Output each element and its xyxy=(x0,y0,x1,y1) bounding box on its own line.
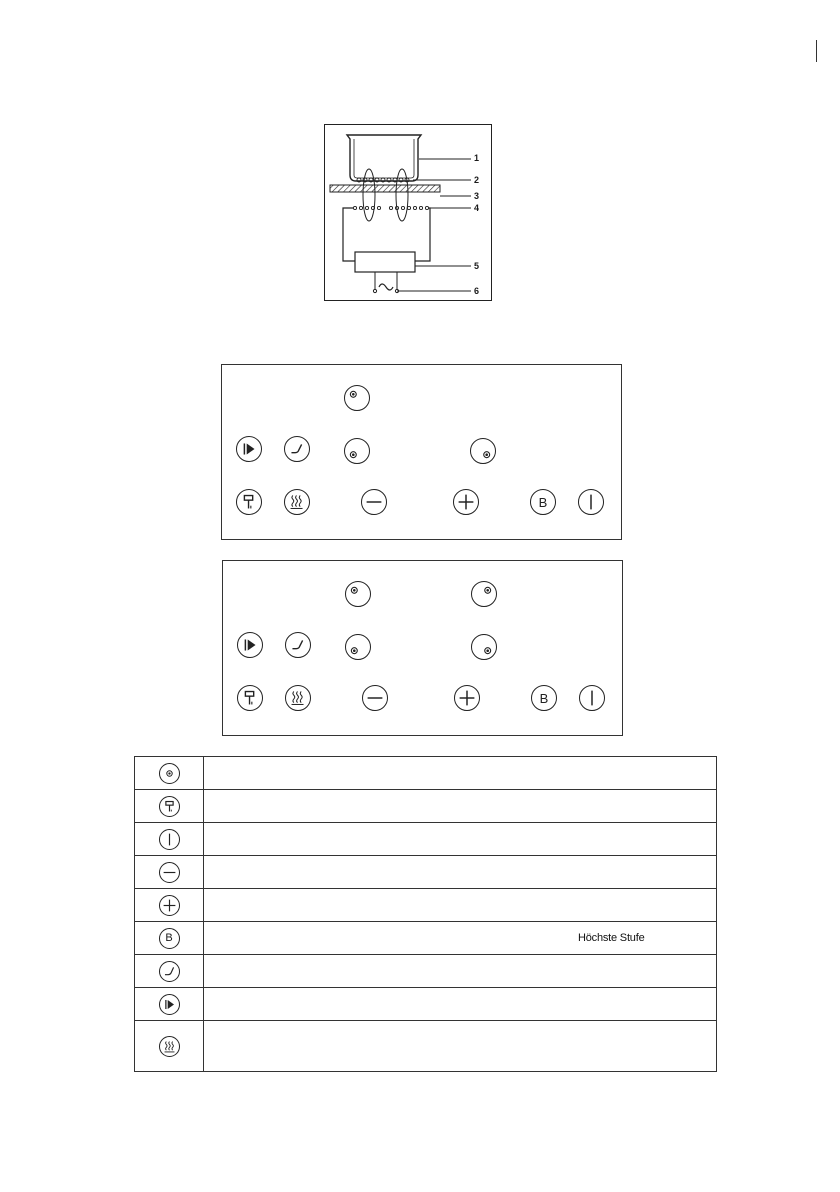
plus-button[interactable] xyxy=(454,685,480,711)
key-lock-icon xyxy=(237,490,261,514)
boost-curve-button[interactable] xyxy=(284,436,310,462)
minus-icon xyxy=(363,686,387,710)
power-bar-icon xyxy=(580,686,604,710)
callout-6: 6 xyxy=(474,286,480,296)
zone-dot-icon xyxy=(345,386,369,410)
legend-row xyxy=(135,1021,717,1072)
zone-button[interactable] xyxy=(344,385,370,411)
callout-3: 3 xyxy=(474,191,480,201)
power-bar-icon xyxy=(159,829,180,850)
legend-row xyxy=(135,823,717,856)
key-lock-icon xyxy=(159,796,180,817)
zone-button[interactable] xyxy=(471,634,497,660)
zone-button[interactable] xyxy=(471,581,497,607)
pause-button[interactable] xyxy=(236,436,262,462)
legend-row xyxy=(135,757,717,790)
induction-diagram xyxy=(324,124,492,301)
legend-description xyxy=(204,889,717,922)
heat-wave-icon xyxy=(159,1036,180,1057)
legend-description xyxy=(204,823,717,856)
heat-wave-icon xyxy=(286,686,310,710)
plus-icon xyxy=(454,490,478,514)
legend-row xyxy=(135,922,717,955)
legend-row xyxy=(135,955,717,988)
keep-warm-button[interactable] xyxy=(285,685,311,711)
zone-button[interactable] xyxy=(344,438,370,464)
boost-curve-icon xyxy=(286,633,310,657)
pause-button[interactable] xyxy=(237,632,263,658)
booster-button[interactable] xyxy=(531,685,557,711)
symbol-legend-table xyxy=(134,756,717,1072)
control-panel-2 xyxy=(222,560,623,736)
zone-dot-icon xyxy=(346,582,370,606)
heat-wave-icon xyxy=(285,490,309,514)
legend-description xyxy=(204,757,717,790)
zone-dot-icon xyxy=(472,635,496,659)
legend-description xyxy=(204,955,717,988)
induction-diagram-drawing xyxy=(325,125,493,302)
minus-button[interactable] xyxy=(362,685,388,711)
keep-warm-button[interactable] xyxy=(284,489,310,515)
zone-button[interactable] xyxy=(345,634,371,660)
power-button[interactable] xyxy=(579,685,605,711)
minus-icon xyxy=(159,862,180,883)
lock-button[interactable] xyxy=(236,489,262,515)
zone-dot-icon xyxy=(472,582,496,606)
play-pause-icon xyxy=(159,994,180,1015)
callout-1: 1 xyxy=(474,153,480,163)
legend-description xyxy=(204,856,717,889)
zone-dot-icon xyxy=(346,635,370,659)
minus-button[interactable] xyxy=(361,489,387,515)
zone-dot-icon xyxy=(345,439,369,463)
legend-description xyxy=(204,1021,717,1072)
key-lock-icon xyxy=(238,686,262,710)
legend-row xyxy=(135,790,717,823)
legend-description xyxy=(204,790,717,823)
b-letter-icon: B xyxy=(538,494,548,510)
minus-icon xyxy=(362,490,386,514)
boost-curve-icon xyxy=(159,961,180,982)
legend-row xyxy=(135,889,717,922)
plus-button[interactable] xyxy=(453,489,479,515)
legend-description xyxy=(204,922,717,955)
zone-dot-icon xyxy=(159,763,180,784)
power-button[interactable] xyxy=(578,489,604,515)
play-pause-icon xyxy=(237,437,261,461)
callout-2: 2 xyxy=(474,175,480,185)
legend-row xyxy=(135,856,717,889)
callout-4: 4 xyxy=(474,203,480,213)
boost-curve-button[interactable] xyxy=(285,632,311,658)
plus-icon xyxy=(159,895,180,916)
boost-curve-icon xyxy=(285,437,309,461)
legend-description xyxy=(204,988,717,1021)
zone-dot-icon xyxy=(471,439,495,463)
zone-button[interactable] xyxy=(470,438,496,464)
zone-button[interactable] xyxy=(345,581,371,607)
legend-row xyxy=(135,988,717,1021)
play-pause-icon xyxy=(238,633,262,657)
page-edge-mark xyxy=(816,40,817,62)
plus-icon xyxy=(455,686,479,710)
highest-level-note: Höchste Stufe xyxy=(578,932,645,944)
power-bar-icon xyxy=(579,490,603,514)
callout-5: 5 xyxy=(474,261,480,271)
lock-button[interactable] xyxy=(237,685,263,711)
control-panel-1 xyxy=(221,364,622,540)
booster-button[interactable] xyxy=(530,489,556,515)
b-letter-icon: B xyxy=(539,690,549,706)
b-letter-icon: B xyxy=(159,928,180,949)
